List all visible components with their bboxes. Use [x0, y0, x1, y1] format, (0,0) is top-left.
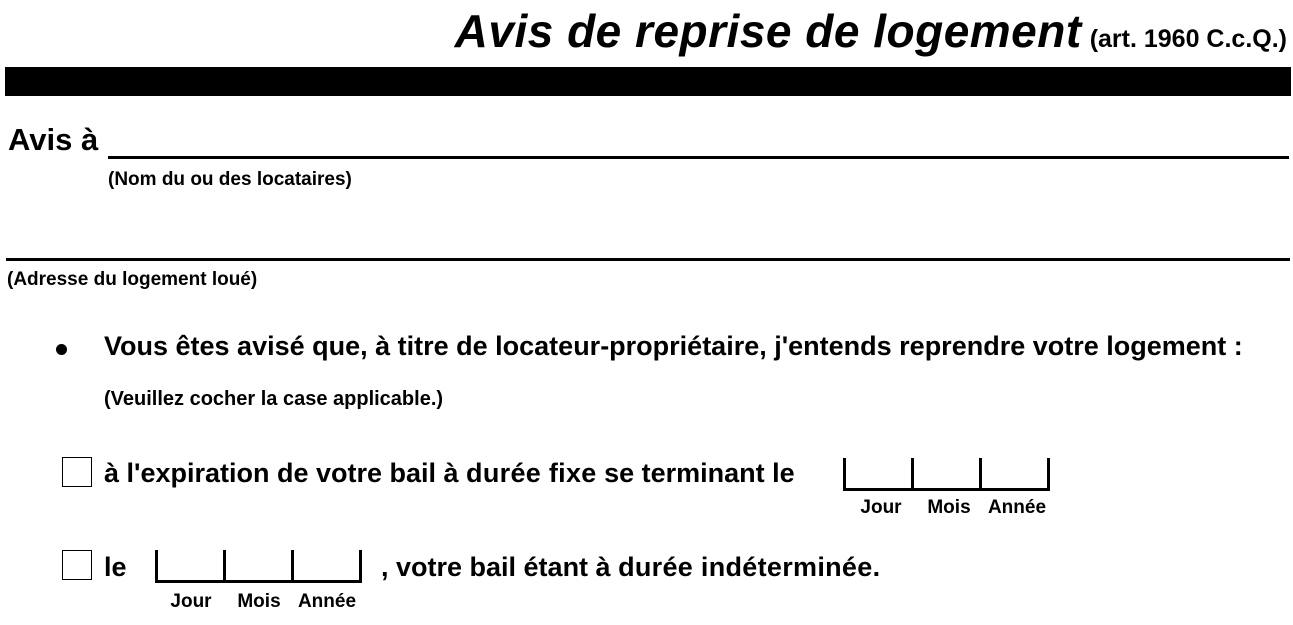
article-reference: (art. 1960 C.c.Q.)	[1089, 25, 1287, 53]
fixed-term-end-date	[843, 458, 1050, 491]
tenant-name-field[interactable]	[108, 156, 1289, 159]
year-label: Année	[297, 591, 357, 612]
month-label: Mois	[237, 591, 281, 612]
form-title	[455, 4, 1287, 58]
address-field[interactable]	[6, 258, 1290, 261]
checkbox-instruction: (Veuillez cocher la case applicable.)	[104, 388, 444, 410]
fixed-term-checkbox[interactable]	[62, 457, 92, 487]
tenant-name-caption: (Nom du ou des locataires)	[108, 169, 352, 190]
year-field[interactable]	[982, 458, 1050, 488]
month-label: Mois	[927, 497, 971, 518]
fixed-term-date-labels	[847, 497, 1051, 519]
title-divider-bar	[5, 67, 1291, 96]
year-field[interactable]	[294, 550, 362, 580]
recipient-label: Avis à	[8, 122, 99, 157]
address-caption: (Adresse du logement loué)	[7, 269, 258, 290]
indeterminate-text-before: le	[104, 552, 127, 582]
fixed-term-emphasis: durée fixe	[466, 458, 597, 488]
indeterminate-option-text	[381, 552, 880, 583]
day-field[interactable]	[158, 550, 226, 580]
month-field[interactable]	[226, 550, 294, 580]
month-field[interactable]	[914, 458, 982, 488]
bullet-icon	[56, 344, 67, 355]
fixed-term-text-before: à l'expiration de votre bail à	[104, 458, 467, 488]
indeterminate-text-end: .	[872, 552, 881, 582]
year-label: Année	[987, 497, 1047, 518]
fixed-term-text-after: se terminant le	[596, 458, 795, 488]
indeterminate-emphasis: durée indéterminée	[618, 552, 873, 582]
day-label: Jour	[860, 497, 902, 518]
indeterminate-term-checkbox[interactable]	[62, 550, 92, 580]
day-label: Jour	[170, 591, 212, 612]
indeterminate-date-labels	[157, 591, 361, 613]
title-main: Avis de reprise de logement	[454, 5, 1082, 57]
indeterminate-repossession-date	[155, 550, 362, 583]
repossession-statement: Vous êtes avisé que, à titre de locateur-propriétaire, j'entends reprendre votre logement :	[104, 331, 1243, 361]
fixed-term-option-text	[104, 458, 795, 489]
day-field[interactable]	[846, 458, 914, 488]
indeterminate-text-middle: , votre bail étant à	[381, 552, 619, 582]
